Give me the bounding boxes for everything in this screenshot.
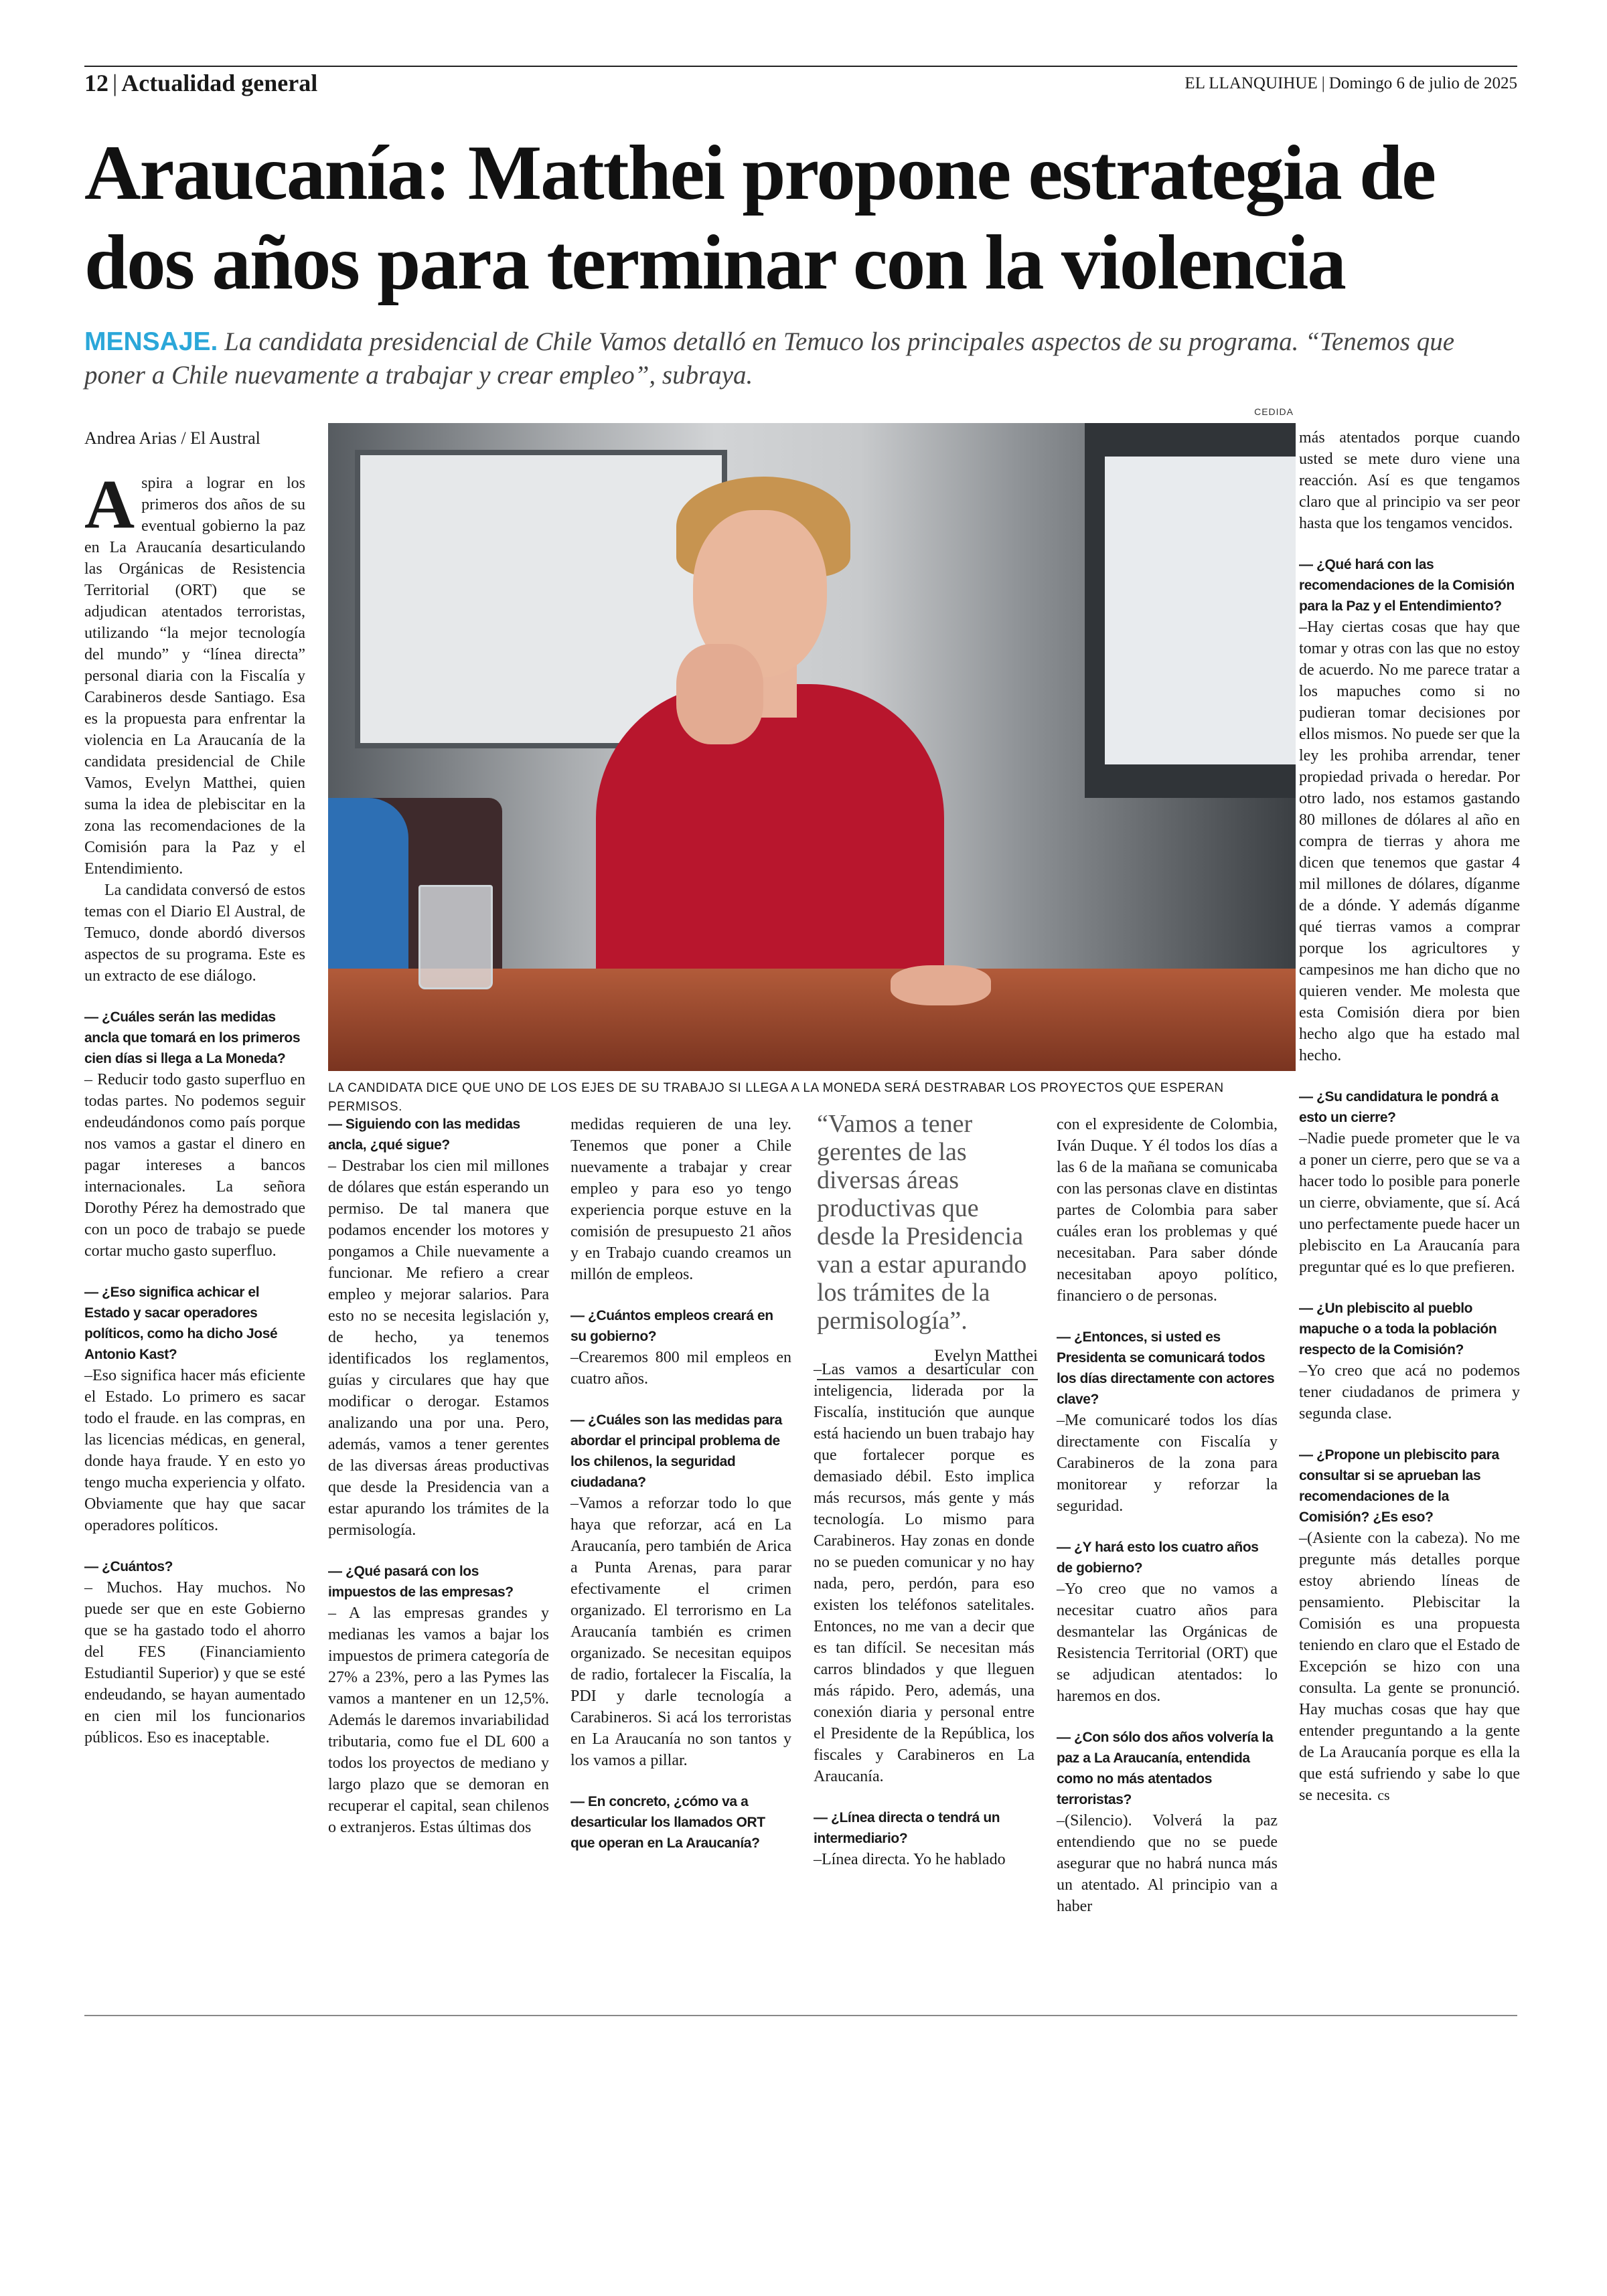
interview-question: — ¿Cuáles serán las medidas ancla que tomará en los primeros cien días si llega a La Moneda? (84, 1009, 301, 1066)
article-column-2 (328, 1114, 549, 1838)
headline: Araucanía: Matthei propone estrategia de dos años para terminar con la violencia (84, 130, 1436, 306)
interview-question: — ¿Línea directa o tendrá un intermediario? (814, 1810, 1000, 1846)
pull-quote-text: “Vamos a tener gerentes de las diversas áreas productivas que desde la Presidencia van a estar apurando los trámites de la permisología”. (817, 1110, 1027, 1335)
interview-answer: –Yo creo que acá no podemos tener ciudadanos de primera y segunda clase. (1299, 1362, 1520, 1422)
interview-answer: medidas requieren de una ley. Tenemos que poner a Chile nuevamente a trabajar y crear empleo y para eso yo tengo experiencia porque estuve en la comisión de presupuesto 21 años y en Trabajo cuando creamos un millón de empleos. (570, 1116, 791, 1283)
interview-question: — ¿Cuántos? (84, 1559, 173, 1574)
interview-answer: – Reducir todo gasto superfluo en todas partes. No podemos seguir endeudándonos como país porque nos vamos a gastar el dinero en pagar intereses a bancos internacionales. La señora Dorothy Pérez ha demostrado que con un poco de trabajo se puede cortar mucho gasto superfluo. (84, 1071, 305, 1260)
interview-question: — ¿Con sólo dos años volvería la paz a La Araucanía, entendida como no más atentados terroristas? (1057, 1730, 1274, 1807)
paper-name: EL LLANQUIHUE (1184, 74, 1318, 92)
interview-answer: – Muchos. Hay muchos. No puede ser que en este Gobierno que se ha gastado todo el ahorro del FES (Financiamiento Estudiantil Superior) y que se esté endeudando, se hayan aumentado en cien mil los funcionarios públicos. Eso es inaceptable. (84, 1579, 305, 1746)
article-column-3 (570, 1114, 791, 1854)
interview-question: — ¿Cuántos empleos creará en su gobierno? (570, 1308, 773, 1344)
pull-quote-attribution: Evelyn Matthei (934, 1347, 1038, 1365)
interview-answer: –Nadie puede prometer que le va a poner un cierre, pero que se va a hacer todo lo posible para ponerle un cierre, obviamente, que sí. Acá uno perfectamente puede hacer un plebiscito en La Araucanía para preguntar qué es lo que prefieren. (1299, 1130, 1520, 1276)
issue-date: Domingo 6 de julio de 2025 (1328, 74, 1517, 92)
deck (84, 325, 1517, 392)
photo-credit: CEDIDA (1254, 406, 1294, 417)
interview-answer: –Yo creo que no vamos a necesitar cuatro años para desmantelar las Orgánicas de Resistencia Territorial (ORT) que se adjudican atentados: lo haremos en dos. (1057, 1580, 1278, 1705)
interview-answer: – Destrabar los cien mil millones de dólares que están esperando un permiso. De tal manera que podamos encender los motores y pongamos a Chile nuevamente a funcionar. Me refiero a crear empleo y mejorar salarios. Para esto no se necesita legislación y, de hecho, ya tenemos identificados los reglamentos, guías y circulares que hay que modificar o derogar. Estamos analizando una por una. Pero, además, vamos a tener gerentes de las diversas áreas productivas que desde la Presidencia van a estar apurando los trámites de la permisología. (328, 1157, 549, 1539)
deck-kicker: MENSAJE. (84, 327, 218, 356)
page-number: 12 (84, 70, 108, 96)
interview-answer: –Me comunicaré todos los días directamente con Fiscalía y Carabineros de la zona para monitorear y reforzar la seguridad. (1057, 1412, 1278, 1515)
interview-question: — ¿Su candidatura le pondrá a esto un cierre? (1299, 1089, 1499, 1125)
interview-question: — En concreto, ¿cómo va a desarticular los llamados ORT que operan en La Araucanía? (570, 1794, 765, 1851)
photo-caption: LA CANDIDATA DICE QUE UNO DE LOS EJES DE SU TRABAJO SI LLEGA A LA MONEDA SERÁ DESTRABAR LOS PROYECTOS QUE ESPERAN PERMISOS. (328, 1081, 1224, 1114)
interview-answer: con el expresidente de Colombia, Iván Duque. Y él todos los días a las 6 de la mañana se comunicaba con las personas clave en distintas partes de Colombia para saber cuáles eran los problemas y qué necesitaban. Para saber dónde necesitaban apoyo político, financiero o de personas. (1057, 1116, 1278, 1305)
interview-question: — ¿Un plebiscito al pueblo mapuche o a toda la población respecto de la Comisión? (1299, 1301, 1497, 1358)
interview-question: — ¿Qué pasará con los impuestos de las empresas? (328, 1564, 514, 1600)
interview-answer: –Hay ciertas cosas que hay que tomar y otras con las que no estoy de acuerdo. No me parece tratar a los mapuches como si no pudieran tomar decisiones por ellos mismos. No puede ser que la ley les prohiba arrendar, tener propiedad privada o heredar. Por otro lado, nos estamos gastando 80 millones de dólares al año en compra de tierras y ahora me dicen que tenemos que gastar 4 mil millones de dólares, díganme de a dónde. Y además díganme qué tierras vamos a comprar porque los agricultores y campesinos me han dicho que no quieren vender. Me molesta que esta Comisión diera por bien hecho algo que ha estado mal hecho. (1299, 619, 1520, 1064)
pull-quote (817, 1110, 1038, 1380)
paragraph: La candidata conversó de estos temas con el Diario El Austral, de Temuco, donde abordó diversos aspectos de su programa. Este es un extracto de ese diálogo. (84, 882, 305, 985)
drop-cap: A (84, 466, 135, 543)
interview-question: — ¿Entonces, si usted es Presidenta se comunicará todos los días directamente con actores clave? (1057, 1329, 1275, 1407)
interview-question: — ¿Eso significa achicar el Estado y sacar operadores políticos, como ha dicho José Antonio Kast? (84, 1285, 278, 1362)
interview-question: — ¿Propone un plebiscito para consultar si se aprueban las recomendaciones de la Comisión? ¿Es eso? (1299, 1447, 1499, 1525)
interview-answer: –Vamos a reforzar todo lo que haya que reforzar, acá en La Araucanía, pero también de Arica a Punta Arenas, para parar efectivamente el crimen organizado. El terrorismo en La Araucanía también es crimen organizado. Se necesitan equipos de radio, fortalecer la Fiscalía, la PDI y darle tecnología a Carabineros. Si acá los terroristas en La Araucanía no son tantos y los vamos a pillar. (570, 1495, 791, 1769)
interview-answer: –Línea directa. Yo he hablado (814, 1851, 1006, 1868)
folio (84, 67, 317, 99)
interview-answer: –Eso significa hacer más eficiente el Estado. Lo primero es sacar todo el fraude. en las compras, en las licencias médicas, en general, donde haya fraude. Y en esto yo tengo mucha experiencia y olfato. Obviamente que hay que sacar operadores políticos. (84, 1367, 305, 1534)
folio-separator: | (112, 70, 118, 96)
interview-question: — Siguiendo con las medidas ancla, ¿qué sigue? (328, 1117, 520, 1153)
article-photo (328, 423, 1296, 1071)
end-mark: cs (1377, 1787, 1390, 1803)
deck-text: La candidata presidencial de Chile Vamos detalló en Temuco los principales aspectos de su programa. “Tenemos que poner a Chile nuevamente a trabajar y crear empleo”, subraya. (84, 327, 1455, 390)
interview-question: — ¿Cuáles son las medidas para abordar el principal problema de los chilenos, la seguridad ciudadana? (570, 1412, 782, 1490)
article-column-6 (1299, 427, 1520, 1806)
interview-question: — ¿Y hará esto los cuatro años de gobierno? (1057, 1540, 1259, 1576)
footer-rule (84, 2015, 1517, 2016)
article-column-4 (814, 1359, 1035, 1870)
interview-answer: –(Asiente con la cabeza). No me pregunte más detalles porque estoy abriendo líneas de pensamiento. Plebiscitar la Comisión es una propuesta teniendo en claro que el Estado de Excepción se hizo con una consulta. La gente se pronunció. Hay muchas cosas que hay que entender preguntando a la gente de La Araucanía porque es ella la que está sufriendo y sabe lo que se necesita. (1299, 1530, 1520, 1804)
article-column-1 (84, 466, 305, 1748)
section-name: Actualidad general (121, 70, 318, 96)
interview-answer: –Crearemos 800 mil empleos en cuatro años. (570, 1349, 791, 1388)
interview-answer: – A las empresas grandes y medianas les vamos a bajar los impuestos de primera categoría de 27% a 23%, pero a las Pymes las vamos a mantener en un 12,5%. Además le daremos invariabilidad tributaria, como fue el DL 600 a todos los proyectos de mediano y largo plazo que se demoran en recuperar el capital, sean chilenos o extranjeros. Estas últimas dos (328, 1605, 549, 1836)
interview-question: — ¿Qué hará con las recomendaciones de la Comisión para la Paz y el Entendimiento? (1299, 557, 1515, 614)
interview-answer: más atentados porque cuando usted se mete duro viene una reacción. Así es que tengamos claro que al principio va ser peor hasta que los tengamos vencidos. (1299, 429, 1520, 532)
interview-answer: –Las vamos a desarticular con inteligencia, liderada por la Fiscalía, institución que aunque está haciendo un buen trabajo hay que fortalecer porque es demasiado débil. Esto implica más recursos, más gente y más tecnología. Lo mismo para Carabineros. Hay zonas en donde no se pueden comunicar y no hay nada, pero, perdón, para eso existen los teléfonos satelitales. Entonces, no me van a decir que es tan difícil. Se necesitan más carros blindados y que lleguen más rápido. Pero, además, una conexión diaria y personal entre el Presidente de la República, los fiscales y Carabineros en La Araucanía. (814, 1361, 1035, 1785)
interview-answer: –(Silencio). Volverá la paz entendiendo que no se puede asegurar que no habrá nunca más un atentado. Al principio van a haber (1057, 1812, 1278, 1915)
byline: Andrea Arias / El Austral (84, 428, 260, 448)
paper-and-date: EL LLANQUIHUE | Domingo 6 de julio de 2025 (1184, 74, 1517, 92)
article-column-5 (1057, 1114, 1278, 1917)
lead-paragraph: spira a lograr en los primeros dos años de su eventual gobierno la paz en La Araucanía desarticulando las Orgánicas de Resistencia Territorial (ORT) que se adjudican atentados terroristas, utilizando “la mejor tecnología del mundo” y “línea directa” personal diaria con la Fiscalía y Carabineros desde Santiago. Esa es la propuesta para enfrentar la violencia en La Araucanía de la candidata presidencial de Chile Vamos, Evelyn Matthei, quien suma la idea de plebiscitar en la zona las recomendaciones de la Comisión para la Paz y el Entendimiento. (84, 475, 305, 878)
